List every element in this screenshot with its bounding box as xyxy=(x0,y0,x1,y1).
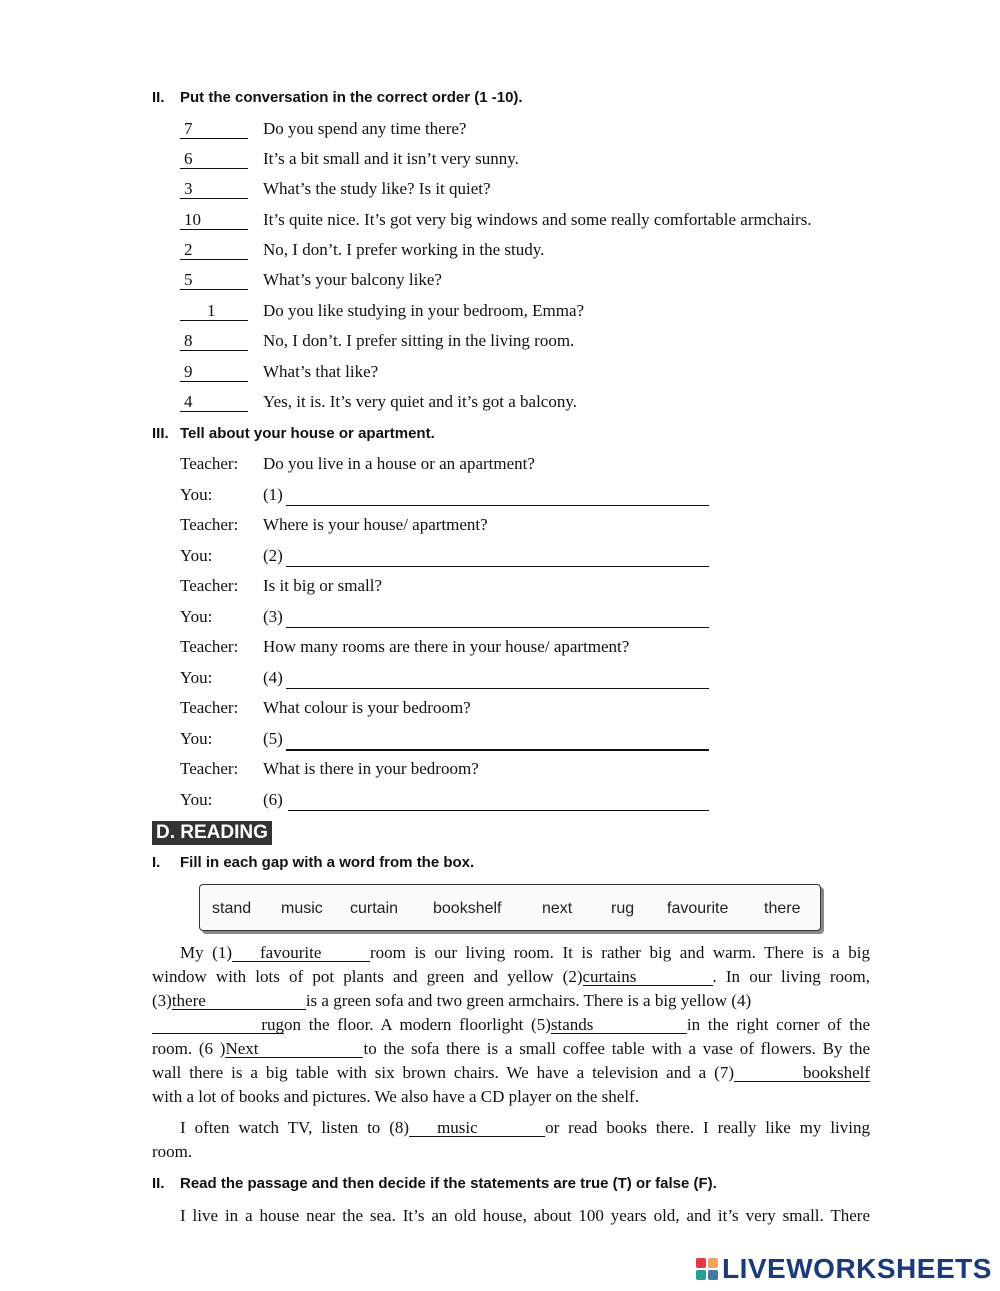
gap-answer-text: music xyxy=(437,1118,478,1137)
section-number: II. xyxy=(152,1175,165,1192)
speaker-label: You: xyxy=(180,729,213,748)
passage-text: (3) xyxy=(152,991,172,1010)
passage-text: room is our living room. It is rather big and warm. There is a big xyxy=(370,943,870,962)
section-title: Fill in each gap with a word from the box. xyxy=(180,854,475,871)
passage-text: I live in a house near the sea. It’s an old house, about 100 years old, and it’s very small. There xyxy=(180,1206,870,1225)
word-box-item: rug xyxy=(611,900,635,917)
word-box-item: there xyxy=(764,900,801,917)
word-box-item: next xyxy=(542,900,573,917)
passage-text: My (1) xyxy=(180,943,232,962)
passage-text: to the sofa there is a small coffee table with a vase of flowers. By the xyxy=(363,1039,871,1058)
answer-number: (2) xyxy=(263,546,283,565)
passage-line xyxy=(152,1039,870,1059)
passage-line xyxy=(152,1142,870,1162)
passage-text: I often watch TV, listen to (8) xyxy=(180,1118,410,1137)
answer-input-line[interactable] xyxy=(288,791,709,811)
passage-line xyxy=(152,943,870,963)
speaker-label: You: xyxy=(180,607,213,626)
passage-line xyxy=(152,967,870,987)
speaker-label: You: xyxy=(180,668,213,687)
order-answer-field[interactable]: 8 xyxy=(180,332,248,351)
speaker-label: You: xyxy=(180,546,213,565)
section-heading xyxy=(152,425,435,442)
word-box xyxy=(199,884,821,931)
answer-number: (5) xyxy=(263,729,283,748)
gap-answer[interactable] xyxy=(152,1017,284,1034)
answer-number: (3) xyxy=(263,607,283,626)
passage-text: or read books there. I really like my living xyxy=(545,1118,870,1137)
word-box-item: curtain xyxy=(350,900,399,917)
order-item-text: Do you spend any time there? xyxy=(263,119,467,138)
passage-text: is a green sofa and two green armchairs. There is a big yellow (4) xyxy=(305,991,752,1010)
passage-text: on the floor. A modern floorlight (5) xyxy=(284,1015,551,1034)
logo-square xyxy=(696,1258,706,1268)
teacher-question: Where is your house/ apartment? xyxy=(263,515,488,534)
logo-text: LIVEWORKSHEETS xyxy=(722,1253,992,1284)
order-item-text: It’s a bit small and it isn’t very sunny. xyxy=(263,149,519,168)
passage-line xyxy=(152,1015,870,1035)
logo-icon xyxy=(696,1258,718,1280)
logo-square xyxy=(696,1270,706,1280)
answer-input-line[interactable] xyxy=(286,547,709,567)
answer-number: (4) xyxy=(263,668,283,687)
gap-answer-text: rug xyxy=(261,1015,284,1034)
gap-answer[interactable] xyxy=(409,1120,545,1137)
order-item-text: What’s that like? xyxy=(263,362,379,381)
teacher-question: What is there in your bedroom? xyxy=(263,759,479,778)
answer-number: (6) xyxy=(263,790,283,809)
gap-answer[interactable] xyxy=(583,969,713,986)
order-item-text: What’s the study like? Is it quiet? xyxy=(263,179,491,198)
order-answer-field[interactable]: 1 xyxy=(180,302,248,321)
section-number: I. xyxy=(152,854,161,871)
gap-answer-text: favourite xyxy=(260,943,322,962)
answer-input-line[interactable] xyxy=(286,486,709,506)
word-box-item: stand xyxy=(212,900,252,917)
answer-number: (1) xyxy=(263,485,283,504)
order-answer-field[interactable]: 6 xyxy=(180,150,248,169)
section-title: Put the conversation in the correct order (1 -10). xyxy=(180,89,523,106)
answer-input-line[interactable] xyxy=(286,730,709,751)
speaker-label: Teacher: xyxy=(180,759,239,778)
speaker-label: Teacher: xyxy=(180,637,239,656)
liveworksheets-logo xyxy=(696,1252,992,1286)
speaker-label: Teacher: xyxy=(180,515,239,534)
passage-line xyxy=(152,1206,870,1226)
passage-text: room. xyxy=(152,1142,193,1161)
section-title: Tell about your house or apartment. xyxy=(180,425,435,442)
order-answer-field[interactable]: 9 xyxy=(180,363,248,382)
speaker-label: Teacher: xyxy=(180,576,239,595)
gap-answer[interactable] xyxy=(225,1041,363,1058)
gap-answer[interactable] xyxy=(734,1065,870,1082)
passage-text: wall there is a big table with six brown chairs. We have a television and a (7) xyxy=(152,1063,734,1082)
order-answer-field[interactable]: 3 xyxy=(180,180,248,199)
order-item-text: It’s quite nice. It’s got very big windows and some really comfortable armchairs. xyxy=(263,210,812,229)
logo-square xyxy=(708,1270,718,1280)
section-number: II. xyxy=(152,89,165,106)
gap-answer-text: curtains xyxy=(582,967,637,986)
order-item-text: Do you like studying in your bedroom, Emma? xyxy=(263,301,585,320)
passage-text: . In our living room, xyxy=(712,967,870,986)
word-box-item: favourite xyxy=(667,900,729,917)
passage-text: in the right corner of the xyxy=(686,1015,870,1034)
passage-text: with a lot of books and pictures. We also have a CD player on the shelf. xyxy=(152,1087,639,1106)
gap-answer[interactable] xyxy=(232,945,370,962)
section-number: III. xyxy=(152,425,169,442)
section-heading xyxy=(152,854,474,871)
section-heading xyxy=(152,89,523,106)
gap-answer-text: there xyxy=(171,991,206,1010)
gap-answer[interactable] xyxy=(551,1017,687,1034)
teacher-question: What colour is your bedroom? xyxy=(263,698,471,717)
speaker-label: Teacher: xyxy=(180,454,239,473)
order-answer-field[interactable]: 10 xyxy=(180,211,248,230)
order-item-text: What’s your balcony like? xyxy=(263,270,442,289)
teacher-question: How many rooms are there in your house/ apartment? xyxy=(263,637,630,656)
order-item-text: No, I don’t. I prefer sitting in the living room. xyxy=(263,331,575,350)
reading-section-label: D. READING xyxy=(152,821,272,845)
speaker-label: Teacher: xyxy=(180,698,239,717)
passage-line xyxy=(152,991,870,1011)
passage-line xyxy=(152,1063,870,1083)
gap-answer-text: stands xyxy=(550,1015,594,1034)
teacher-question: Is it big or small? xyxy=(263,576,382,595)
word-box-item: bookshelf xyxy=(433,900,502,917)
speaker-label: You: xyxy=(180,485,213,504)
passage-text: window with lots of pot plants and green and yellow (2) xyxy=(152,967,583,986)
speaker-label: You: xyxy=(180,790,213,809)
passage-text: room. (6 ) xyxy=(152,1039,226,1058)
passage-line xyxy=(152,1118,870,1138)
order-answer-field[interactable]: 7 xyxy=(180,120,248,139)
gap-answer[interactable] xyxy=(172,993,306,1010)
logo-square xyxy=(708,1258,718,1268)
order-answer-field[interactable]: 5 xyxy=(180,271,248,290)
section-title: Read the passage and then decide if the statements are true (T) or false (F). xyxy=(180,1175,717,1192)
order-answer-field[interactable]: 2 xyxy=(180,241,248,260)
passage-line xyxy=(152,1087,870,1107)
teacher-question: Do you live in a house or an apartment? xyxy=(263,454,535,473)
answer-input-line[interactable] xyxy=(286,669,709,689)
word-box-item: music xyxy=(281,900,323,917)
gap-answer-text: bookshelf xyxy=(802,1063,870,1082)
order-item-text: No, I don’t. I prefer working in the study. xyxy=(263,240,545,259)
order-item-text: Yes, it is. It’s very quiet and it’s got a balcony. xyxy=(263,392,578,411)
order-answer-field[interactable]: 4 xyxy=(180,393,248,412)
gap-answer-text: Next xyxy=(225,1039,259,1058)
section-heading xyxy=(152,1175,717,1192)
answer-input-line[interactable] xyxy=(286,608,709,628)
